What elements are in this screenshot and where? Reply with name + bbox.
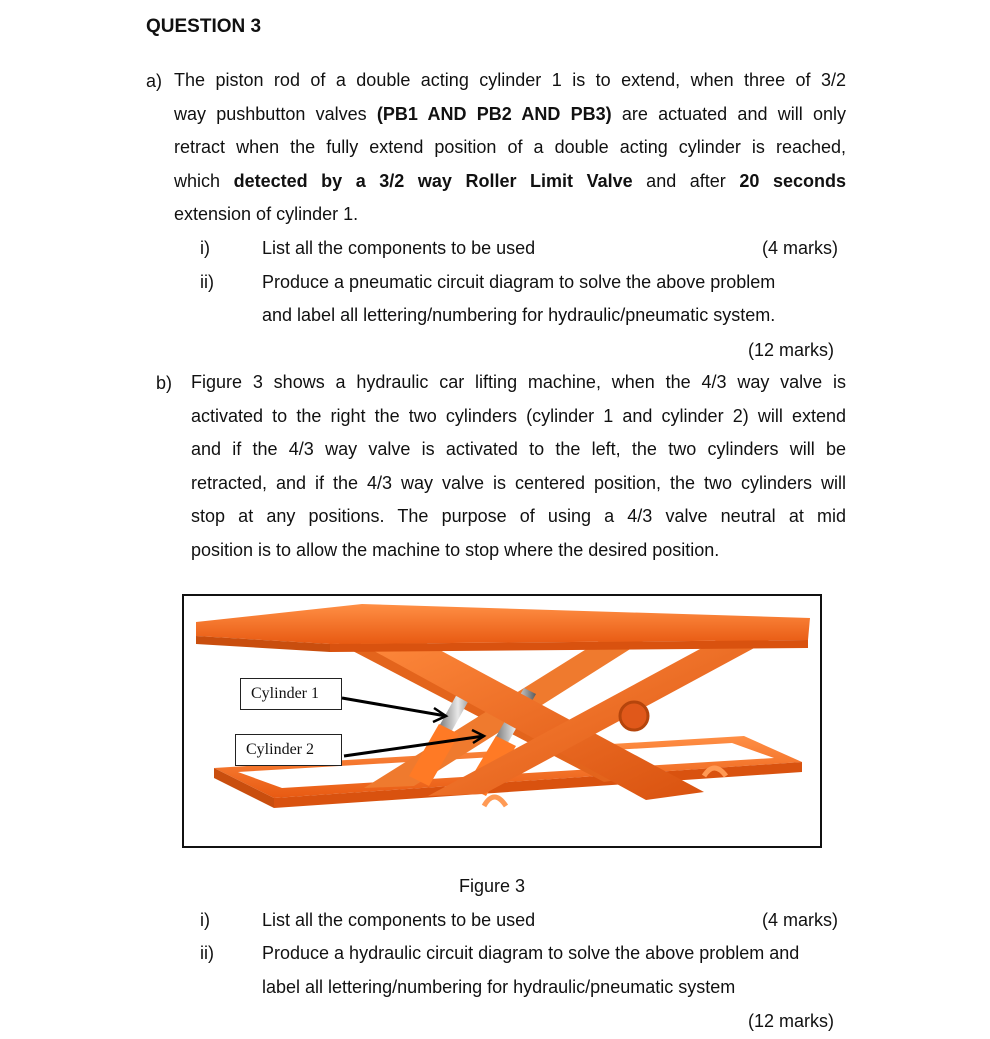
part-b-text bbox=[191, 366, 846, 567]
part-a-item-i-label: i) bbox=[200, 238, 210, 258]
figure-3 bbox=[182, 594, 822, 848]
car-lift-illustration bbox=[184, 596, 820, 846]
part-a-line: which detected by a 3/2 way Roller Limit Valve and after 20 seconds bbox=[174, 170, 846, 191]
part-a-item-ii-text-line2: and label all lettering/numbering for hydraulic/pneumatic system. bbox=[262, 305, 776, 325]
part-b-line: position is to allow the machine to stop where the desired position. bbox=[191, 539, 720, 560]
top-platform bbox=[196, 604, 810, 644]
part-a-bold-text: 20 seconds bbox=[739, 170, 846, 191]
part-b-line: activated to the right the two cylinders (cylinder 1 and cylinder 2) will extend bbox=[191, 405, 846, 426]
part-b-item-i-text: List all the components to be used bbox=[262, 910, 536, 930]
question-heading: QUESTION 3 bbox=[146, 16, 262, 37]
part-b-label: b) bbox=[156, 373, 173, 393]
part-a-line: The piston rod of a double acting cylinder 1 is to extend, when three of 3/2 bbox=[174, 70, 846, 90]
figure-caption: Figure 3 bbox=[459, 876, 526, 896]
part-b-line: Figure 3 shows a hydraulic car lifting machine, when the 4/3 way valve is bbox=[191, 372, 846, 392]
callout-cylinder-1: Cylinder 1 bbox=[240, 678, 342, 710]
pivot-joint bbox=[620, 702, 648, 730]
callout-cylinder-2: Cylinder 2 bbox=[235, 734, 342, 766]
part-b-item-i-label: i) bbox=[200, 910, 210, 930]
part-a-bold-text: detected by a 3/2 way Roller Limit Valve bbox=[233, 170, 633, 191]
part-a-bold-text: (PB1 AND PB2 AND PB3) bbox=[376, 103, 612, 124]
part-b-line: and if the 4/3 way valve is activated to the left, the two cylinders will be bbox=[191, 439, 846, 459]
part-a-item-ii-marks: (12 marks) bbox=[748, 340, 835, 360]
part-a-line: retract when the fully extend position of a double acting cylinder is reached, bbox=[174, 137, 846, 157]
part-a-label: a) bbox=[146, 71, 163, 91]
part-a-line: extension of cylinder 1. bbox=[174, 204, 359, 224]
part-b-line: stop at any positions. The purpose of using a 4/3 valve neutral at mid bbox=[191, 506, 846, 526]
part-a-line: way pushbutton valves (PB1 AND PB2 AND PB3) are actuated and will only bbox=[174, 103, 846, 124]
part-a-item-i-text: List all the components to be used bbox=[262, 238, 536, 258]
part-a-text bbox=[174, 64, 846, 232]
part-a-item-ii-label: ii) bbox=[200, 272, 214, 292]
part-a-item-i-marks: (4 marks) bbox=[762, 238, 838, 258]
part-b-item-i-marks: (4 marks) bbox=[762, 910, 838, 930]
base-mount-1 bbox=[484, 797, 506, 806]
callout-1-arrow bbox=[342, 698, 446, 716]
part-b-item-ii-marks: (12 marks) bbox=[748, 1011, 835, 1031]
part-b-item-ii-text-line2: label all lettering/numbering for hydraulic/pneumatic system bbox=[262, 977, 736, 997]
part-b-item-ii-text-line1: Produce a hydraulic circuit diagram to solve the above problem and bbox=[262, 943, 800, 963]
part-b-line: retracted, and if the 4/3 way valve is centered position, the two cylinders will bbox=[191, 472, 846, 493]
part-b-item-ii-label: ii) bbox=[200, 943, 214, 963]
part-a-item-ii-text-line1: Produce a pneumatic circuit diagram to solve the above problem bbox=[262, 272, 776, 292]
